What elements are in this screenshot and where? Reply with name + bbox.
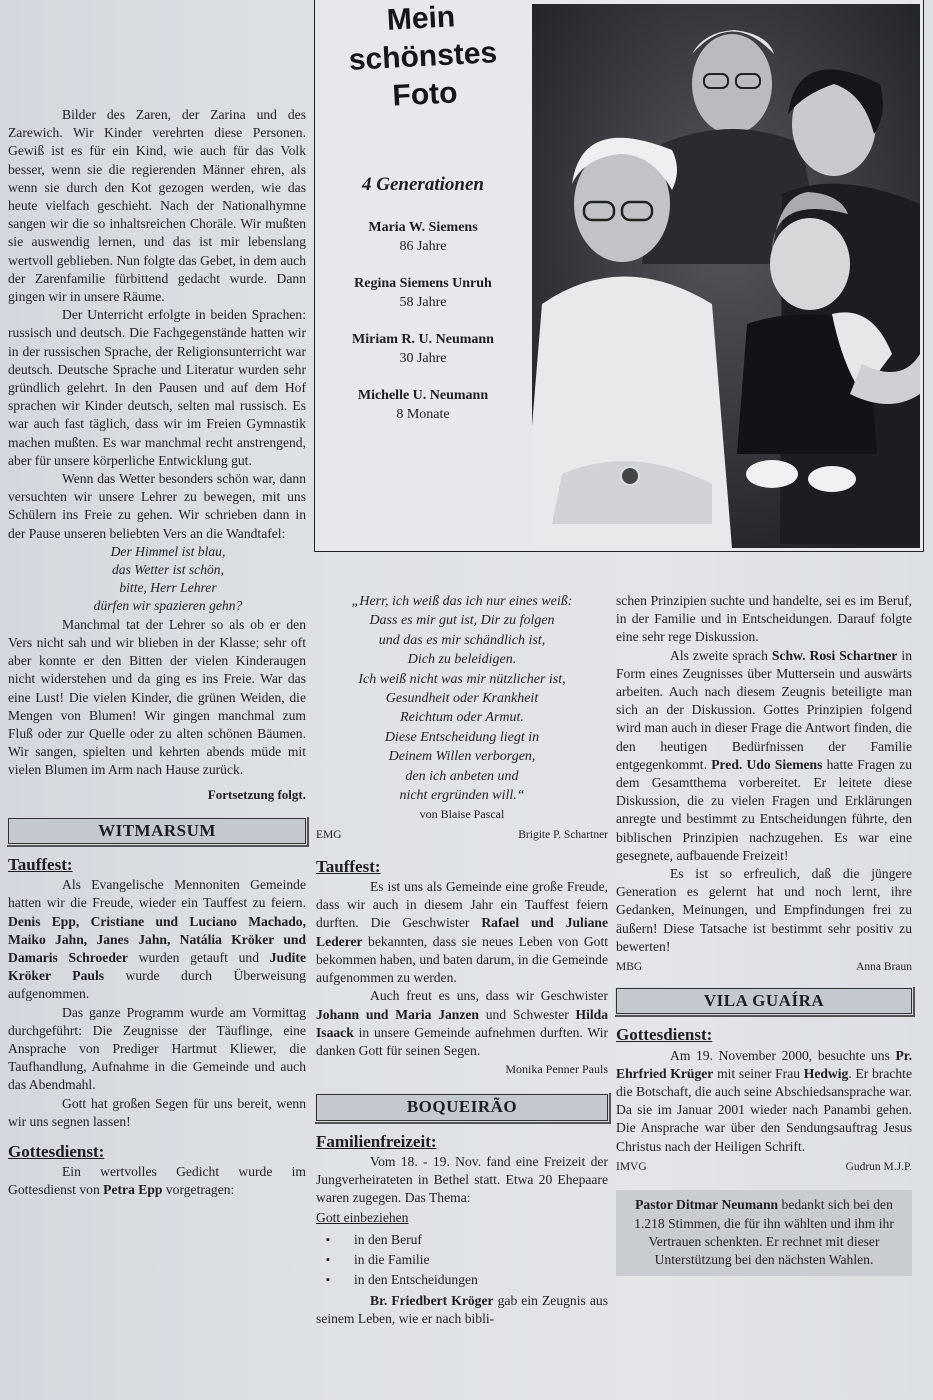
names-bold: Schw. Rosi Schartner [771,647,898,663]
poem-line: Dass es mir gut ist, Dir zu folgen [369,613,555,629]
names-bold: Johann und Maria Janzen [316,1006,479,1022]
person-age: 30 Jahre [399,351,447,366]
signature-row [616,958,912,976]
family-photo [532,4,920,548]
verse-line: bitte, Herr Lehrer [119,580,217,596]
poem-line: Deinem Willen verborgen, [388,749,536,765]
signature-abbrev: EMG [316,828,342,841]
subheading-gottesdienst: Gottesdienst: [616,1025,713,1045]
person-name: Maria W. Siemens [368,220,478,235]
names-bold: Br. Friedbert Kröger [370,1292,494,1308]
list-item: ▪ in den Entscheidungen [326,1270,608,1290]
theme-list [326,1230,608,1290]
poem-line: Reichtum oder Armut. [400,710,524,726]
poem-line: Ich weiß nicht was mir nützlicher ist, [358,671,566,687]
signature-abbrev: IMVG [616,1160,647,1173]
names-bold: Hilda Isaack [316,1006,608,1040]
signature-name: Brigite P. Schartner [518,828,608,841]
list-item: ▪ in die Familie [326,1250,608,1270]
names-bold: Hedwig [803,1065,849,1081]
article-paragraph: Manchmal tat der Lehrer so als ob er den Vers nicht sah und wir blieben in der Klasse; sehr oft aber konnte er den Bitten der vielen Kinderaugen nicht widerstehen und da ging es ins Freie. War das eine Lust! Die vielen Kinder, die grünen Weiden, die Mengen von Blumen! Wir gingen manchmal zum Fluß oder zur Quelle oder zu alten schönen Bäumen. Wir sangen, spielten und kehrten abends müde mit vielen Blumen im Arm nach Hause zurück. [8,616,306,778]
signature-row [616,1158,912,1176]
names-bold: Pastor Ditmar Neumann [635,1197,779,1213]
verse-line: Der Himmel ist blau, [110,543,226,559]
section-header-boqueirao: BOQUEIRÃO [316,1094,608,1120]
generations-list [318,174,528,442]
names-bold: Pr. Ehrfried Krüger [616,1047,912,1081]
article-paragraph: Vom 18. - 19. Nov. fand eine Freizeit der Jungverheirateten in Bethel statt. Etwa 20 Ehepaare waren zugegen. Das Thema: [316,1153,608,1206]
section-header-witmarsum: WITMARSUM [8,818,306,844]
poem-line: den ich anbeten und [405,768,519,784]
article-paragraph: Auch freut es uns, dass wir Geschwister Johann und Maria Janzen und Schwester Hilda Isaack in unsere Gemeinde aufnehmen durften. Wir danken Gott für seinen Segen. [316,988,608,1058]
signature-name: Anna Braun [856,961,912,974]
names-bold: Petra Epp [103,1182,163,1198]
article-paragraph: Ein wertvolles Gedicht wurde im Gottesdienst von Petra Epp vorgetragen: [8,1164,306,1198]
person-age: 8 Monate [396,407,450,422]
article-paragraph: Der Unterricht erfolgte in beiden Sprachen: russisch und deutsch. Die Fachgegenstände hatten wir in der russischen Sprache, der Religionsunterricht war deutsch. Deutsche Sprache und Literatur wurden sehr gründlich gelehrt. In den Pausen und auf dem Hof sprachen wir Kinder deutsch, selten mal russisch. Es war auch fast täglich, dass wir im Freien Gymnastik machen mußten. Es war manchmal recht anstrengend, aber für unsere körperliche Entwicklung gut. [8,307,306,468]
family-photo-illustration [532,4,920,548]
signature-abbrev: MBG [616,961,643,974]
article-paragraph: Am 19. November 2000, besuchte uns Pr. Ehrfried Krüger mit seiner Frau Hedwig. Er brachte die Botschaft, die auch seine Abschiedsansprache war. Da sie im Januar 2001 wieder nach Panambi gehen. Die Ansprache war über den Sendungsauftrag Jesus Christus nach der Heiligen Schrift. [616,1047,912,1154]
article-paragraph: Wenn das Wetter besonders schön war, dann versuchten wir unsere Lehrer zu bewegen, mit uns Schülern ins Freie zu gehen. Wir schrieben dann in der Pause unseren beliebten Vers an die Wandtafel: [8,471,306,541]
article-paragraph: Bilder des Zaren, der Zarina und des Zarewich. Wir Kinder verehrten diese Personen. Gewiß ist es für ein Kind, wie auch für das Volk besser, wenn sie die regierenden Männer ehren, als wenn sie durch den Kot gezogen werden, wie das heute vielfach geschieht. Nach der Nationalhymne sangen wir die so inhaltsreichen Choräle. Wir mußten sie auswendig lernen, und das ist mir lebenslang wertvoll geblieben. Nun folgte das Gebet, in dem auch der Zarenfamilie fürbittend gedacht wurde. Dann gingen wir in unsere Räume. [8,107,306,305]
signature-name: Gudrun M.J.P. [845,1160,912,1173]
names-bold: Judite Kröker Pauls [8,949,306,984]
theme-title: Gott einbeziehen [316,1210,409,1226]
names-bold: Rafael und Juliane Lederer [316,915,608,949]
subheading-familienfreizeit: Familienfreizeit: [316,1131,437,1151]
pascal-poem [316,592,608,805]
verse-line: dürfen wir spazieren gehn? [93,598,243,614]
article-paragraph: Gott hat großen Segen für uns bereit, wenn wir uns segnen lassen! [8,1095,306,1129]
article-paragraph: Als Evangelische Mennoniten Gemeinde hatten wir die Freude, wieder ein Tauffest zu feiern. Denis Epp, Cristiane und Luciano Machado, Maiko Jahn, Janes Jahn, Natália Kröker und Damaris Schroeder wurden getauft und Judite Kröker Pauls wurde durch Überweisung aufgenommen. [8,877,306,1002]
poem-line: Gesundheit oder Krankheit [385,691,539,707]
person-name: Miriam R. U. Neumann [352,332,494,347]
section-header-vila-guaira: VILA GUAÍRA [616,988,912,1014]
poem-line: und das es mir schändlich ist, [378,632,546,648]
person-age: 58 Jahre [399,295,447,310]
article-paragraph: Als zweite sprach Schw. Rosi Schartner in Form eines Zeugnisses über Muttersein und auswärts arbeiten. Auch nach diesem Zeugnis beteiligte man sich an der Diskussion. Gottes Prinzipien folgend wird man auch in dieser Frage die Antwort finden, die den heutigen Bedürfnissen der Familie entgegenkommt. Pred. Udo Siemens hatte Fragen zu dem Gesamtthema vorbereitet. Er leitete diese Diskussion, die zu vielen Fragen und Erklärungen anregte und bestimmt zu Entscheidungen führte, den biblischen Prinzipien nachzugehen. Es war eine gesegnete, aufbauende Freizeit! [616,647,913,863]
poem-line: nicht ergründen will.“ [399,788,525,804]
poem-line: „Herr, ich weiß das ich nur eines weiß: [351,594,573,609]
subheading-tauffest: Tauffest: [8,854,73,874]
column-2 [316,592,608,1328]
verse-line: das Wetter ist schön, [111,562,225,578]
column-1 [8,106,306,1200]
continuation-note: Fortsetzung folgt. [207,786,306,802]
signature-row [316,826,608,844]
article-paragraph: Br. Friedbert Kröger gab ein Zeugnis aus seinem Leben, wie er nach bibli- [316,1292,608,1326]
photo-feature-title [315,0,531,119]
subheading-gottesdienst: Gottesdienst: [8,1141,105,1161]
article-paragraph: schen Prinzipien suchte und handelte, sei es im Beruf, in der Familie und in Entscheidungen. Darauf folgte eine sehr rege Diskussion. [616,593,912,645]
list-item: ▪ in den Beruf [326,1230,608,1250]
poem-line: Diese Entscheidung liegt in [384,729,540,745]
poem-author: von Blaise Pascal [419,807,505,822]
names-bold: Denis Epp, Cristiane und Luciano Machado, Maiko Jahn, Janes Jahn, Natália Kröker und Damaris Schroeder [8,913,306,965]
generations-heading: 4 Generationen [362,174,484,195]
title-line-1: Mein schönstes [348,0,498,77]
article-paragraph: Das ganze Programm wurde am Vormittag durchgeführt: Die Zeugnisse der Täuflinge, eine Ansprache von Prediger Hartmut Kliewer, die Taufhandlung, Aufnahme in die Gemeinde und auch das Abendmahl. [8,1004,306,1093]
names-bold: Pred. Udo Siemens [711,756,823,772]
person-name: Regina Siemens Unruh [354,276,492,291]
signature-name: Monika Penner Pauls [505,1062,608,1077]
title-line-2: Foto [391,76,459,113]
poem-line: Dich zu beleidigen. [407,652,517,668]
children-verse [8,543,306,616]
person-name: Michelle U. Neumann [357,388,489,403]
pastor-notice-box: Pastor Ditmar Neumann bedankt sich bei den 1.218 Stimmen, die für ihn wählten und ihm ihr Vertrauen schenkten. Er rechnet mit dieser Unterstützung bei den nächsten Wahlen. [616,1190,912,1276]
subheading-tauffest: Tauffest: [316,856,381,876]
article-paragraph: Es ist uns als Gemeinde eine große Freude, dass wir auch in diesem Jahr ein Tauffest feiern durften. Die Geschwister Rafael und Juliane Lederer bekannten, dass sie neues Leben von Gott bekommen haben, und baten darum, in die Gemeinde aufgenommen zu werden. [316,879,609,986]
person-age: 86 Jahre [399,239,447,254]
article-paragraph: Es ist so erfreulich, daß die jüngere Generation es gelernt hat und noch lernt, ihre Gedanken, Meinungen, und Empfindungen frei zu äußern! Diese Tatsache ist bestimmt sehr positiv zu bewerten! [616,866,912,954]
column-3 [616,592,912,1276]
